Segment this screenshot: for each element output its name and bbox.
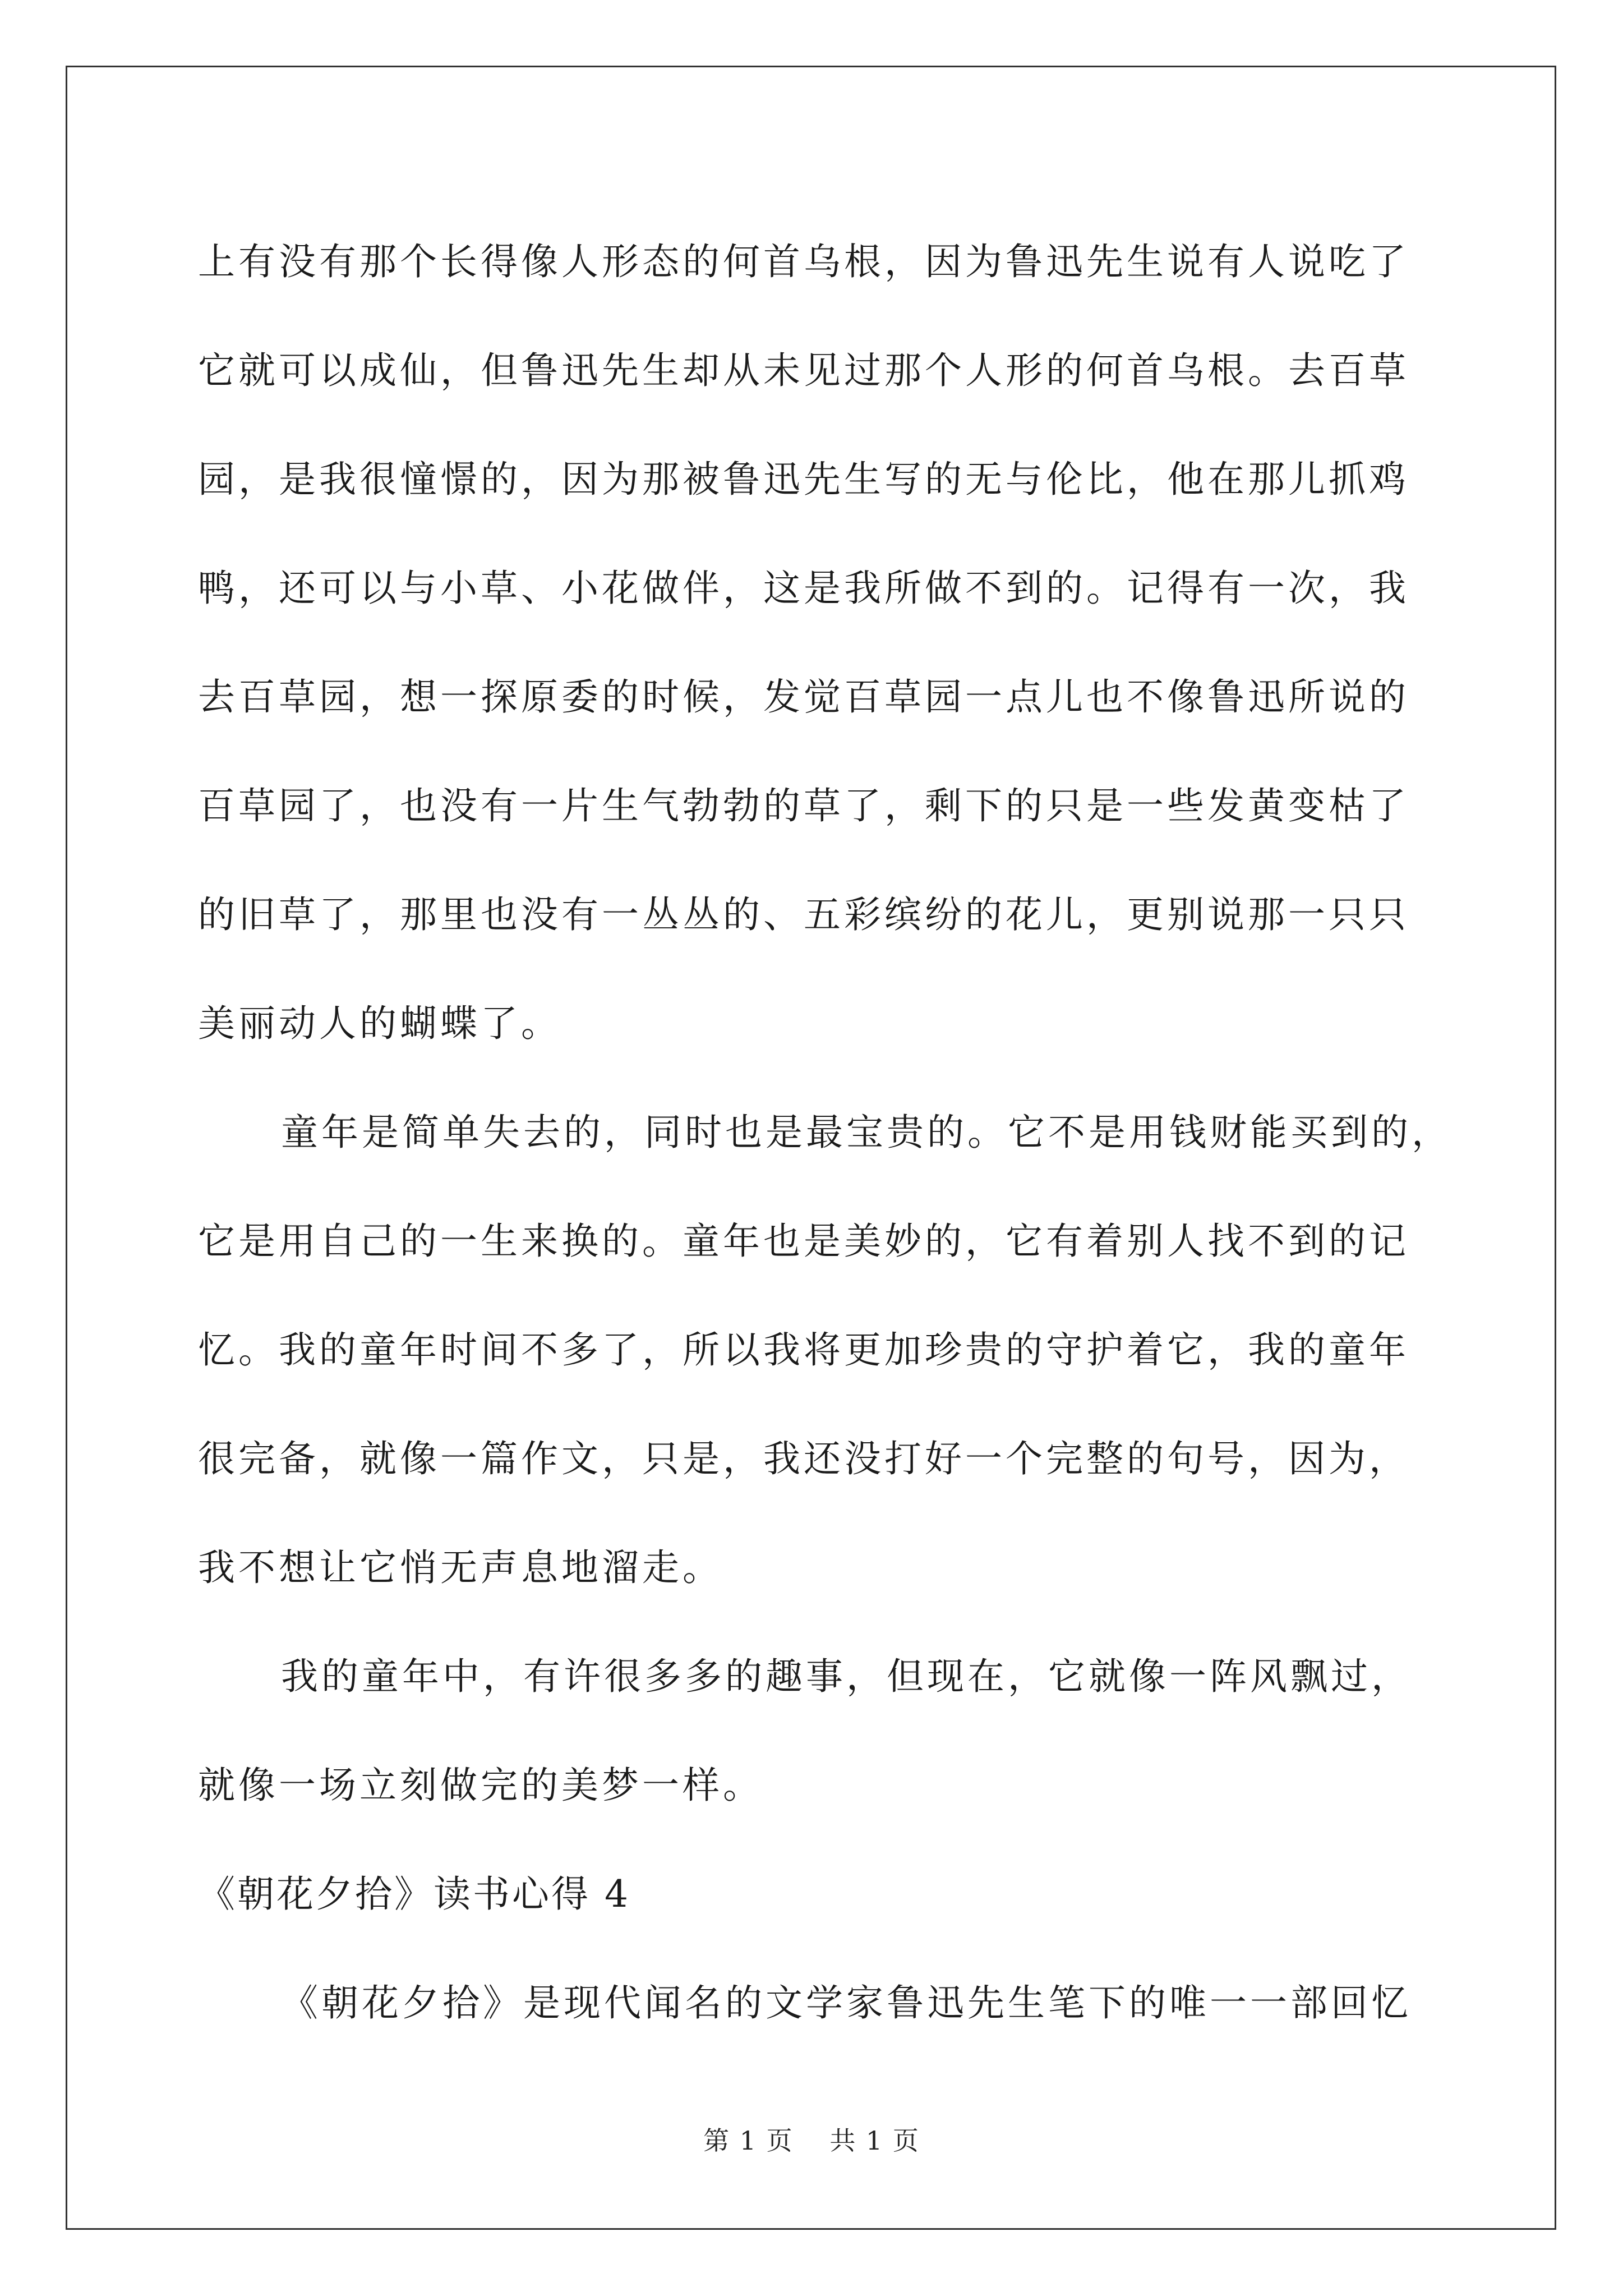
document-body <box>198 208 1452 2058</box>
text-line: 鸭，还可以与小草、小花做伴，这是我所做不到的。记得有一次，我 <box>198 567 1409 610</box>
page-footer <box>0 2120 1623 2157</box>
text-line: 很完备，就像一篇作文，只是，我还没打好一个完整的句号，因为， <box>198 1437 1409 1480</box>
text-line: 就像一场立刻做完的美梦一样。 <box>198 1764 763 1807</box>
text-line: 园，是我很憧憬的，因为那被鲁迅先生写的无与伦比，他在那儿抓鸡 <box>198 458 1409 501</box>
text-line: 我不想让它悄无声息地溜走。 <box>198 1546 723 1589</box>
section-heading: 《朝花夕拾》读书心得 4 <box>198 1872 630 1916</box>
text-line: 《朝花夕拾》是现代闻名的文学家鲁迅先生笔下的唯一一部回忆 <box>281 1981 1412 2024</box>
text-line: 的旧草了，那里也没有一丛丛的、五彩缤纷的花儿，更别说那一只只 <box>198 893 1409 936</box>
text-line: 美丽动人的蝴蝶了。 <box>198 1002 561 1045</box>
text-line: 童年是简单失去的，同时也是最宝贵的。它不是用钱财能买到的， <box>281 1111 1452 1154</box>
text-line: 它就可以成仙，但鲁迅先生却从未见过那个人形的何首乌根。去百草 <box>198 349 1409 392</box>
text-line: 我的童年中，有许很多多的趣事，但现在，它就像一阵风飘过， <box>281 1655 1412 1698</box>
text-line: 它是用自己的一生来换的。童年也是美妙的，它有着别人找不到的记 <box>198 1220 1409 1263</box>
text-line: 上有没有那个长得像人形态的何首乌根，因为鲁迅先生说有人说吃了 <box>198 240 1409 283</box>
text-line: 忆。我的童年时间不多了，所以我将更加珍贵的守护着它，我的童年 <box>198 1328 1409 1372</box>
page-total: 共 1 页 <box>829 2125 920 2156</box>
page-number: 第 1 页 <box>703 2125 794 2156</box>
text-line: 百草园了，也没有一片生气勃勃的草了，剩下的只是一些发黄变枯了 <box>198 784 1409 827</box>
text-line: 去百草园，想一探原委的时候，发觉百草园一点儿也不像鲁迅所说的 <box>198 675 1409 719</box>
